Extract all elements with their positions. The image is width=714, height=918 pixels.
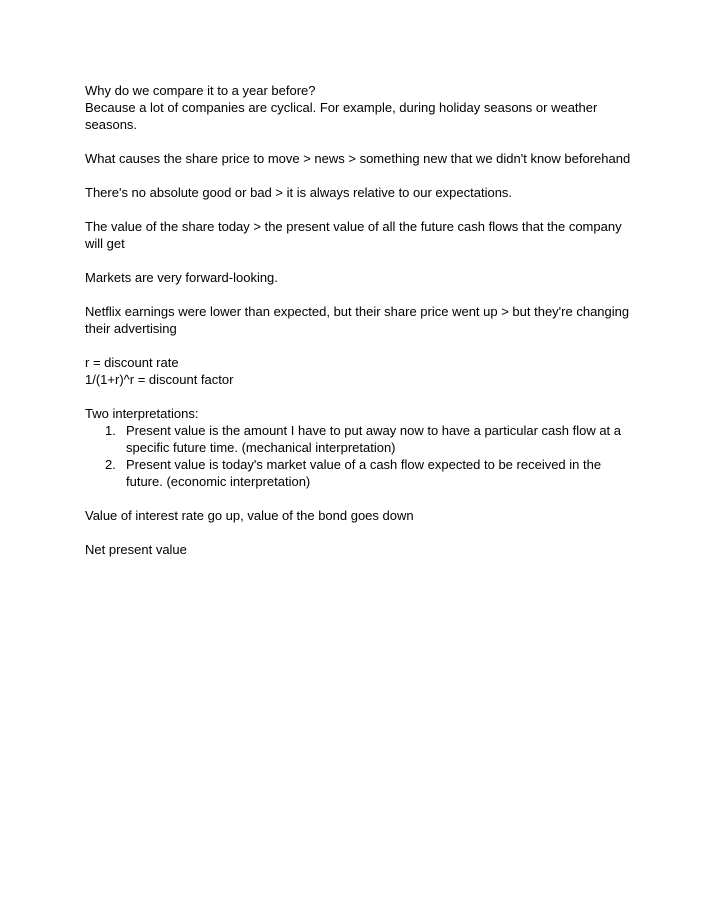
paragraph-forward: Markets are very forward-looking. <box>85 270 278 285</box>
paragraph-relative: There's no absolute good or bad > it is always relative to our expectations. <box>85 185 513 200</box>
paragraph-discount <box>85 354 633 388</box>
paragraph-share-move: What causes the share price to move > news > something new that we didn't know beforehand <box>85 151 631 166</box>
list-item-number: 2. <box>105 457 116 472</box>
list-item-text: Present value is today's market value of a cash flow expected to be received in the future. (economic interpretation) <box>126 457 602 489</box>
list-item-text: Present value is the amount I have to put away now to have a particular cash flow at a specific future time. (mechanical interpretation) <box>126 423 622 455</box>
paragraph-netflix: Netflix earnings were lower than expected, but their share price went up > but they're changing their advertising <box>85 304 630 336</box>
interpretations-heading: Two interpretations: <box>85 406 199 421</box>
list-item-number: 1. <box>105 423 116 438</box>
list-item <box>85 422 633 456</box>
document-body <box>85 82 633 575</box>
list-item <box>85 456 633 490</box>
answer-text: Because a lot of companies are cyclical. For example, during holiday seasons or weather seasons. <box>85 100 598 132</box>
paragraph-value-share: The value of the share today > the present value of all the future cash flows that the company will get <box>85 219 622 251</box>
discount-rate-text: r = discount rate <box>85 355 179 370</box>
interpretations-list <box>85 422 633 490</box>
discount-factor-text: 1/(1+r)^r = discount factor <box>85 372 234 387</box>
question-text: Why do we compare it to a year before? <box>85 83 316 98</box>
paragraph-cyclical <box>85 82 633 133</box>
paragraph-npv: Net present value <box>85 542 187 557</box>
paragraph-interest-bond: Value of interest rate go up, value of the bond goes down <box>85 508 414 523</box>
